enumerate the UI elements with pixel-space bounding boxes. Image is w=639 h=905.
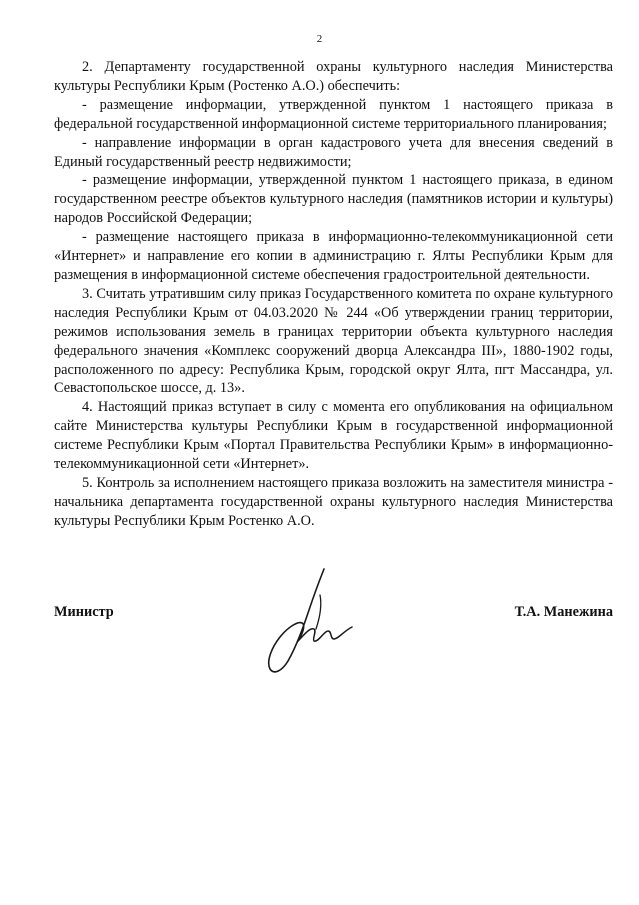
paragraph-5: 5. Контроль за исполнением настоящего приказа возложить на заместителя министра - начальника департамента государственной охраны культурного наследия Министерства культуры Республики Крым Ростенко А.О.: [54, 474, 613, 529]
paragraph-3: 3. Считать утратившим силу приказ Государственного комитета по охране культурного наследия Республики Крым от 04.03.2020 № 244 «Об утверждении границ территории, режимов использования земель в границах территории объекта культурного наследия федерального значения «Комплекс сооружений дворца Александра III», 1880-1902 годы, расположенного по адресу: Республика Крым, городской округ Ялта, пгт Массандра, ул. Севастопольское шоссе, д. 13».: [54, 285, 613, 397]
paragraph-2-item-3: - размещение информации, утвержденной пунктом 1 настоящего приказа, в едином государственном реестре объектов культурного наследия (памятников истории и культуры) народов Российской Федерации;: [54, 172, 613, 227]
page-number: 2: [316, 33, 323, 45]
signatory-role: Министр: [54, 604, 114, 620]
paragraph-2-item-1: - размещение информации, утвержденной пунктом 1 настоящего приказа в федеральной государственной информационной системе территориального планирования;: [54, 96, 613, 132]
handwritten-signature-icon: [262, 565, 357, 677]
paragraph-2-intro: 2. Департаменту государственной охраны культурного наследия Министерства культуры Республики Крым (Ростенко А.О.) обеспечить:: [54, 59, 613, 94]
signatory-name: Т.А. Манежина: [514, 604, 613, 620]
paragraph-4: 4. Настоящий приказ вступает в силу с момента его опубликования на официальном сайте Министерства культуры Республики Крым в государственной информационной системе Республики Крым «Портал Правительства Республики Крым» в информационно-телекоммуникационной сети «Интернет».: [54, 399, 613, 473]
paragraph-2-item-4: - размещение настоящего приказа в информационно-телекоммуникационной сети «Интернет» и направление его копии в администрацию г. Ялты Республики Крым для размещения в информационной системе обеспечения градостроительной деятельности.: [54, 229, 613, 283]
paragraph-2-item-2: - направление информации в орган кадастрового учета для внесения сведений в Единый государственный реестр недвижимости;: [54, 134, 613, 170]
document-body: [54, 58, 613, 531]
